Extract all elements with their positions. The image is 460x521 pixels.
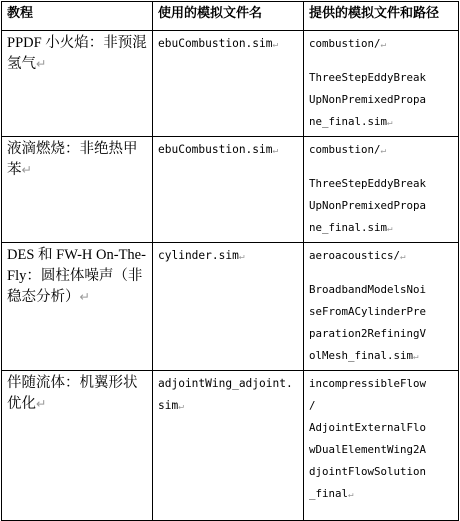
sim-file-text: adjointWing_adjoint.sim [158, 377, 293, 412]
paragraph-mark-icon: ↵ [348, 489, 354, 500]
sim-file-text: cylinder.sim [158, 249, 239, 262]
path-line: olMesh_final.sim [309, 349, 414, 362]
paragraph-mark-icon: ↵ [36, 397, 47, 411]
paragraph-mark-icon: ↵ [79, 290, 90, 304]
tutorial-cell [2, 371, 153, 521]
path-line: ThreeStepEddyBreak [309, 177, 427, 190]
tutorial-text: 液滴燃烧：非绝热甲苯 [7, 141, 138, 178]
sim-file-cell [153, 137, 304, 243]
path-line: AdjointExternalFlo [309, 421, 427, 434]
path-line: aeroacoustics/ [309, 249, 401, 262]
path-line: / [309, 399, 316, 412]
path-line: wDualElementWing2A [309, 443, 427, 456]
paragraph-mark-icon: ↵ [178, 401, 184, 412]
path-line: combustion/ [309, 37, 381, 50]
sim-file-text: ebuCombustion.sim [158, 143, 273, 156]
paragraph-mark-icon: ↵ [387, 117, 393, 128]
paragraph-mark-icon: ↵ [400, 251, 406, 262]
table-row [2, 371, 459, 521]
tutorial-cell [2, 31, 153, 137]
path-line: ThreeStepEddyBreak [309, 71, 427, 84]
tutorial-cell [2, 137, 153, 243]
paragraph-mark-icon: ↵ [380, 145, 387, 156]
sim-file-cell [153, 31, 304, 137]
path-line: ne_final.sim [309, 221, 388, 234]
header-tutorial: 教程 [2, 2, 153, 31]
header-sim-file: 使用的模拟文件名 [153, 2, 304, 31]
paragraph-mark-icon: ↵ [413, 351, 419, 362]
path-line: incompressibleFlow [309, 377, 427, 390]
sim-file-text: ebuCombustion.sim [158, 37, 273, 50]
path-cell [304, 371, 459, 521]
tutorial-table [1, 1, 459, 521]
path-line: ne_final.sim [309, 115, 388, 128]
paragraph-mark-icon: ↵ [272, 145, 279, 156]
paragraph-mark-icon: ↵ [36, 57, 47, 71]
path-cell [304, 31, 459, 137]
sim-file-cell [153, 371, 304, 521]
table-header-row [2, 2, 459, 31]
path-line: djointFlowSolution [309, 465, 427, 478]
paragraph-mark-icon: ↵ [21, 163, 32, 177]
paragraph-mark-icon: ↵ [380, 39, 387, 50]
sim-file-cell [153, 243, 304, 371]
paragraph-mark-icon: ↵ [238, 251, 245, 262]
path-line: _final [309, 487, 349, 500]
path-line: BroadbandModelsNoi [309, 283, 427, 296]
path-cell [304, 137, 459, 243]
path-line: combustion/ [309, 143, 381, 156]
tutorial-cell [2, 243, 153, 371]
path-line: UpNonPremixedPropa [309, 199, 427, 212]
tutorial-text: PPDF 小火焰：非预混氢气 [7, 35, 147, 72]
path-line: UpNonPremixedPropa [309, 93, 427, 106]
path-cell [304, 243, 459, 371]
paragraph-mark-icon: ↵ [387, 223, 393, 234]
path-line: paration2RefiningV [309, 327, 427, 340]
tutorial-text: DES 和 FW-H On-The-Fly：圆柱体噪声（非稳态分析） [7, 247, 146, 305]
table-row [2, 31, 459, 137]
paragraph-mark-icon: ↵ [272, 39, 279, 50]
header-provided-path: 提供的模拟文件和路径 [304, 2, 459, 31]
table-row [2, 137, 459, 243]
tutorial-text: 伴随流体：机翼形状优化 [7, 375, 138, 412]
table-row [2, 243, 459, 371]
path-line: seFromACylinderPre [309, 305, 427, 318]
